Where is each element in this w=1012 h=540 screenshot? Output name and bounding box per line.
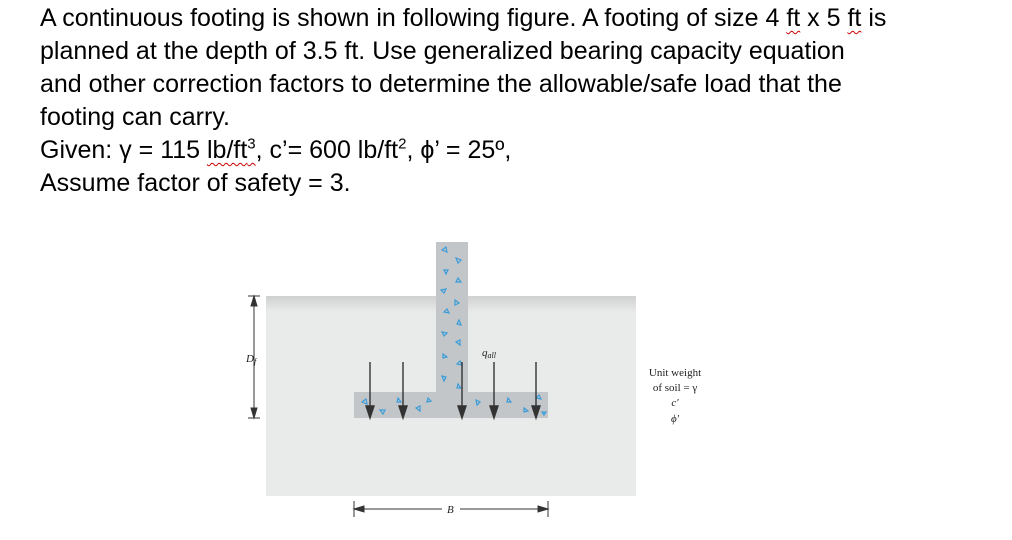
soil-label-gamma: of soil = γ	[652, 382, 698, 394]
soil-label-friction: ϕ′	[670, 413, 680, 425]
soil-label-cohesion: c′	[671, 397, 679, 409]
assume-line: Assume factor of safety = 3.	[40, 169, 351, 197]
problem-statement	[40, 2, 1005, 200]
footing-figure	[230, 238, 710, 528]
soil-label-unit-weight: Unit weight	[648, 367, 702, 379]
depth-label: Df	[246, 353, 257, 366]
problem-line-4: footing can carry.	[40, 103, 230, 131]
width-label: B	[447, 504, 454, 516]
spellcheck-ft: ft	[786, 4, 801, 32]
footing-diagram	[230, 238, 710, 528]
spellcheck-ft: ft	[847, 4, 862, 32]
problem-line-3: and other correction factors to determine the allowable/safe load that the	[40, 70, 842, 98]
load-label: qall	[482, 347, 496, 360]
footing-column	[436, 242, 468, 402]
given-line: Given: γ = 115 $lb/ft^3$, c’= 600 $lb/ft^2$, ϕ’ = 25º,	[40, 135, 512, 164]
problem-line-1: A continuous footing is shown in following figure. A footing of size 4 ft x 5 ft is	[40, 4, 887, 32]
spellcheck-unit: $lb/ft^3$	[207, 135, 256, 164]
problem-line-2: planned at the depth of 3.5 ft. Use generalized bearing capacity equation	[40, 37, 845, 65]
